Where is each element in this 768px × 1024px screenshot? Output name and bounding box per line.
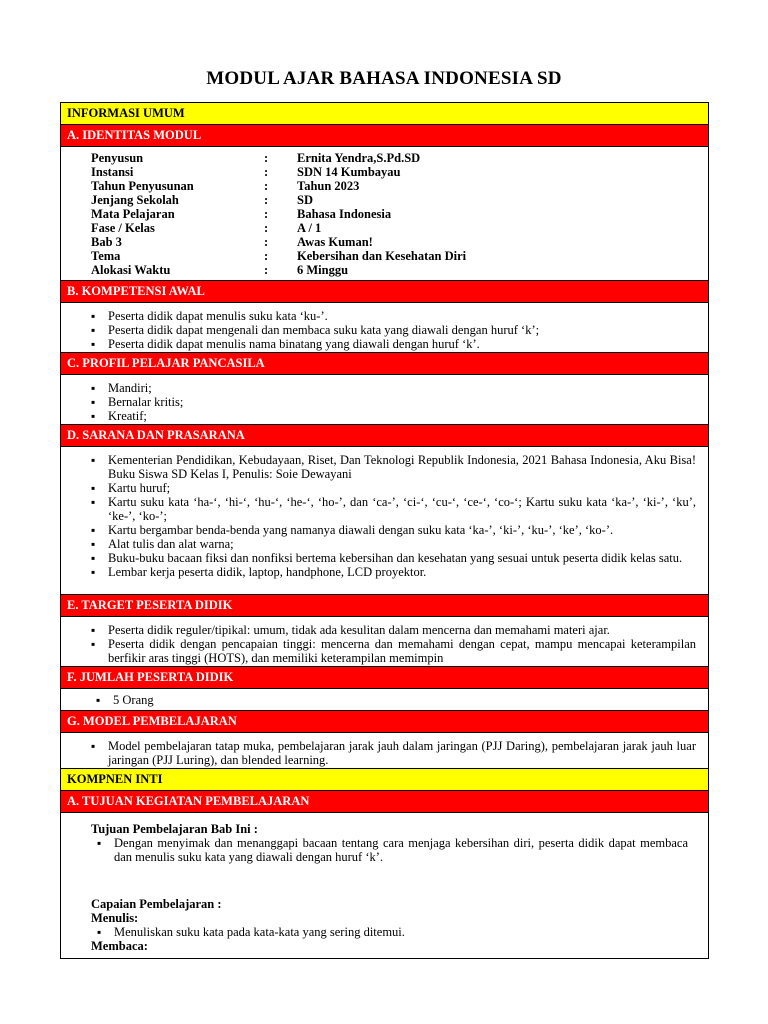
list-item: ▪ Mandiri;: [108, 381, 696, 395]
identitas-value: Kebersihan dan Kesehatan Diri: [297, 249, 467, 263]
section-komponen-inti: KOMPNEN INTI: [61, 769, 708, 791]
identitas-value: 6 Minggu: [297, 263, 349, 277]
section-jumlah-peserta: F. JUMLAH PESERTA DIDIK: [61, 667, 708, 689]
list-item: ▪ Kreatif;: [108, 409, 696, 423]
identitas-value: Tahun 2023: [297, 179, 360, 193]
kompetensi-list: [61, 303, 708, 355]
kompetensi-body: [61, 303, 708, 353]
list-item: ▪ Alat tulis dan alat warna;: [108, 537, 696, 551]
module-table: [60, 102, 709, 959]
identitas-value: Ernita Yendra,S.Pd.SD: [297, 151, 421, 165]
list-item: ▪ Bernalar kritis;: [108, 395, 696, 409]
section-kompetensi-awal: B. KOMPETENSI AWAL: [61, 281, 708, 303]
identitas-row: [91, 235, 708, 249]
membaca-heading: Membaca:: [91, 939, 148, 953]
identitas-value: Awas Kuman!: [297, 235, 373, 249]
identitas-value: SD: [297, 193, 313, 207]
target-list: [61, 617, 708, 669]
capaian-heading: Capaian Pembelajaran :: [91, 897, 222, 911]
document-title: MODUL AJAR BAHASA INDONESIA SD: [206, 68, 562, 89]
identitas-row: [91, 179, 708, 193]
identitas-colon: :: [264, 193, 269, 207]
section-profil-pelajar: C. PROFIL PELAJAR PANCASILA: [61, 353, 708, 375]
identitas-colon: :: [264, 249, 269, 263]
target-body: [61, 617, 708, 667]
list-item: ▪ Menuliskan suku kata pada kata-kata yang sering ditemui.: [114, 925, 688, 939]
identitas-row: [91, 207, 708, 221]
identitas-colon: :: [264, 221, 269, 235]
sarana-body: [61, 447, 708, 595]
identitas-row: [91, 249, 708, 263]
list-item: ▪ Buku-buku bacaan fiksi dan nonfiksi bertema kebersihan dan kesehatan yang sesuai untuk peserta didik kelas satu.: [108, 551, 696, 565]
tujuan-bab-heading: Tujuan Pembelajaran Bab Ini :: [91, 822, 258, 836]
identitas-value: A / 1: [297, 221, 322, 235]
identitas-colon: :: [264, 235, 269, 249]
identitas-label: Mata Pelajaran: [91, 207, 175, 221]
list-item: ▪ Dengan menyimak dan menanggapi bacaan tentang cara menjaga kebersihan diri, peserta didik dapat membaca dan menulis suku kata yang diawali dengan huruf ‘k’.: [114, 836, 688, 864]
identitas-row: [91, 193, 708, 207]
identitas-table: [61, 147, 708, 281]
identitas-value: SDN 14 Kumbayau: [297, 165, 401, 179]
list-item: ▪ Lembar kerja peserta didik, laptop, handphone, LCD proyektor.: [108, 565, 696, 579]
identitas-colon: :: [264, 151, 269, 165]
jumlah-list: [61, 689, 708, 711]
identitas-colon: :: [264, 165, 269, 179]
list-item: ▪ 5 Orang: [113, 693, 696, 707]
list-item: ▪ Peserta didik dapat menulis nama binatang yang diawali dengan huruf ‘k’.: [108, 337, 696, 351]
identitas-row: [91, 263, 708, 277]
identitas-row: [91, 165, 708, 179]
section-sarana-prasarana: D. SARANA DAN PRASARANA: [61, 425, 708, 447]
section-identitas-modul: A. IDENTITAS MODUL: [61, 125, 708, 147]
list-item: ▪ Peserta didik dapat menulis suku kata ‘ku-’.: [108, 309, 696, 323]
identitas-row: [91, 221, 708, 235]
identitas-label: Alokasi Waktu: [91, 263, 171, 277]
list-item: ▪ Peserta didik reguler/tipikal: umum, tidak ada kesulitan dalam mencerna dan memahami materi ajar.: [108, 623, 696, 637]
identitas-label: Instansi: [91, 165, 134, 179]
section-tujuan-kegiatan: A. TUJUAN KEGIATAN PEMBELAJARAN: [61, 791, 708, 813]
identitas-colon: :: [264, 179, 269, 193]
profil-body: [61, 375, 708, 425]
menulis-list: [91, 925, 688, 939]
tujuan-body: [61, 813, 708, 959]
list-item: ▪ Kementerian Pendidikan, Kebudayaan, Riset, Dan Teknologi Republik Indonesia, 2021 Bahasa Indonesia, Aku Bisa! Buku Siswa SD Kelas I, Penulis: Soie Dewayani: [108, 453, 696, 481]
jumlah-body: [61, 689, 708, 711]
menulis-heading: Menulis:: [91, 911, 139, 925]
identitas-label: Fase / Kelas: [91, 221, 155, 235]
section-informasi-umum: INFORMASI UMUM: [61, 103, 708, 125]
list-item: ▪ Model pembelajaran tatap muka, pembelajaran jarak jauh dalam jaringan (PJJ Daring), pembelajaran jarak jauh luar jaringan (PJJ Luring), dan blended learning.: [108, 739, 696, 767]
list-item: ▪ Kartu huruf;: [108, 481, 696, 495]
section-target-peserta: E. TARGET PESERTA DIDIK: [61, 595, 708, 617]
identitas-label: Bab 3: [91, 235, 122, 249]
identitas-label: Jenjang Sekolah: [91, 193, 179, 207]
list-item: ▪ Peserta didik dengan pencapaian tinggi: mencerna dan memahami dengan cepat, mampu mencapai keterampilan berfikir aras tinggi (HOTS), dan memiliki keterampilan memimpin: [108, 637, 696, 665]
list-item: ▪ Kartu bergambar benda-benda yang namanya diawali dengan suku kata ‘ka-’, ‘ki-’, ‘ku-’, ‘ke’, ‘ko-’.: [108, 523, 696, 537]
identitas-label: Penyusun: [91, 151, 144, 165]
identitas-row: [91, 151, 708, 165]
model-body: [61, 733, 708, 769]
sarana-list: [61, 447, 708, 583]
identitas-colon: :: [264, 263, 269, 277]
section-model-pembelajaran: G. MODEL PEMBELAJARAN: [61, 711, 708, 733]
list-item: ▪ Kartu suku kata ‘ha-‘, ‘hi-‘, ‘hu-‘, ‘he-‘, ‘ho-’, dan ‘ca-’, ‘ci-‘, ‘cu-‘, ‘ce-‘, ‘co-‘; Kartu suku kata ‘ka-’, ‘ki-’, ‘ku’, ‘ke-’, ‘ko-’;: [108, 495, 696, 523]
identitas-colon: :: [264, 207, 269, 221]
model-list: [61, 733, 708, 771]
list-item: ▪ Peserta didik dapat mengenali dan membaca suku kata yang diawali dengan huruf ‘k’;: [108, 323, 696, 337]
tujuan-bab-list: [91, 836, 688, 864]
identitas-label: Tahun Penyusunan: [91, 179, 194, 193]
profil-list: [61, 375, 708, 427]
identitas-value: Bahasa Indonesia: [297, 207, 392, 221]
identitas-label: Tema: [91, 249, 121, 263]
